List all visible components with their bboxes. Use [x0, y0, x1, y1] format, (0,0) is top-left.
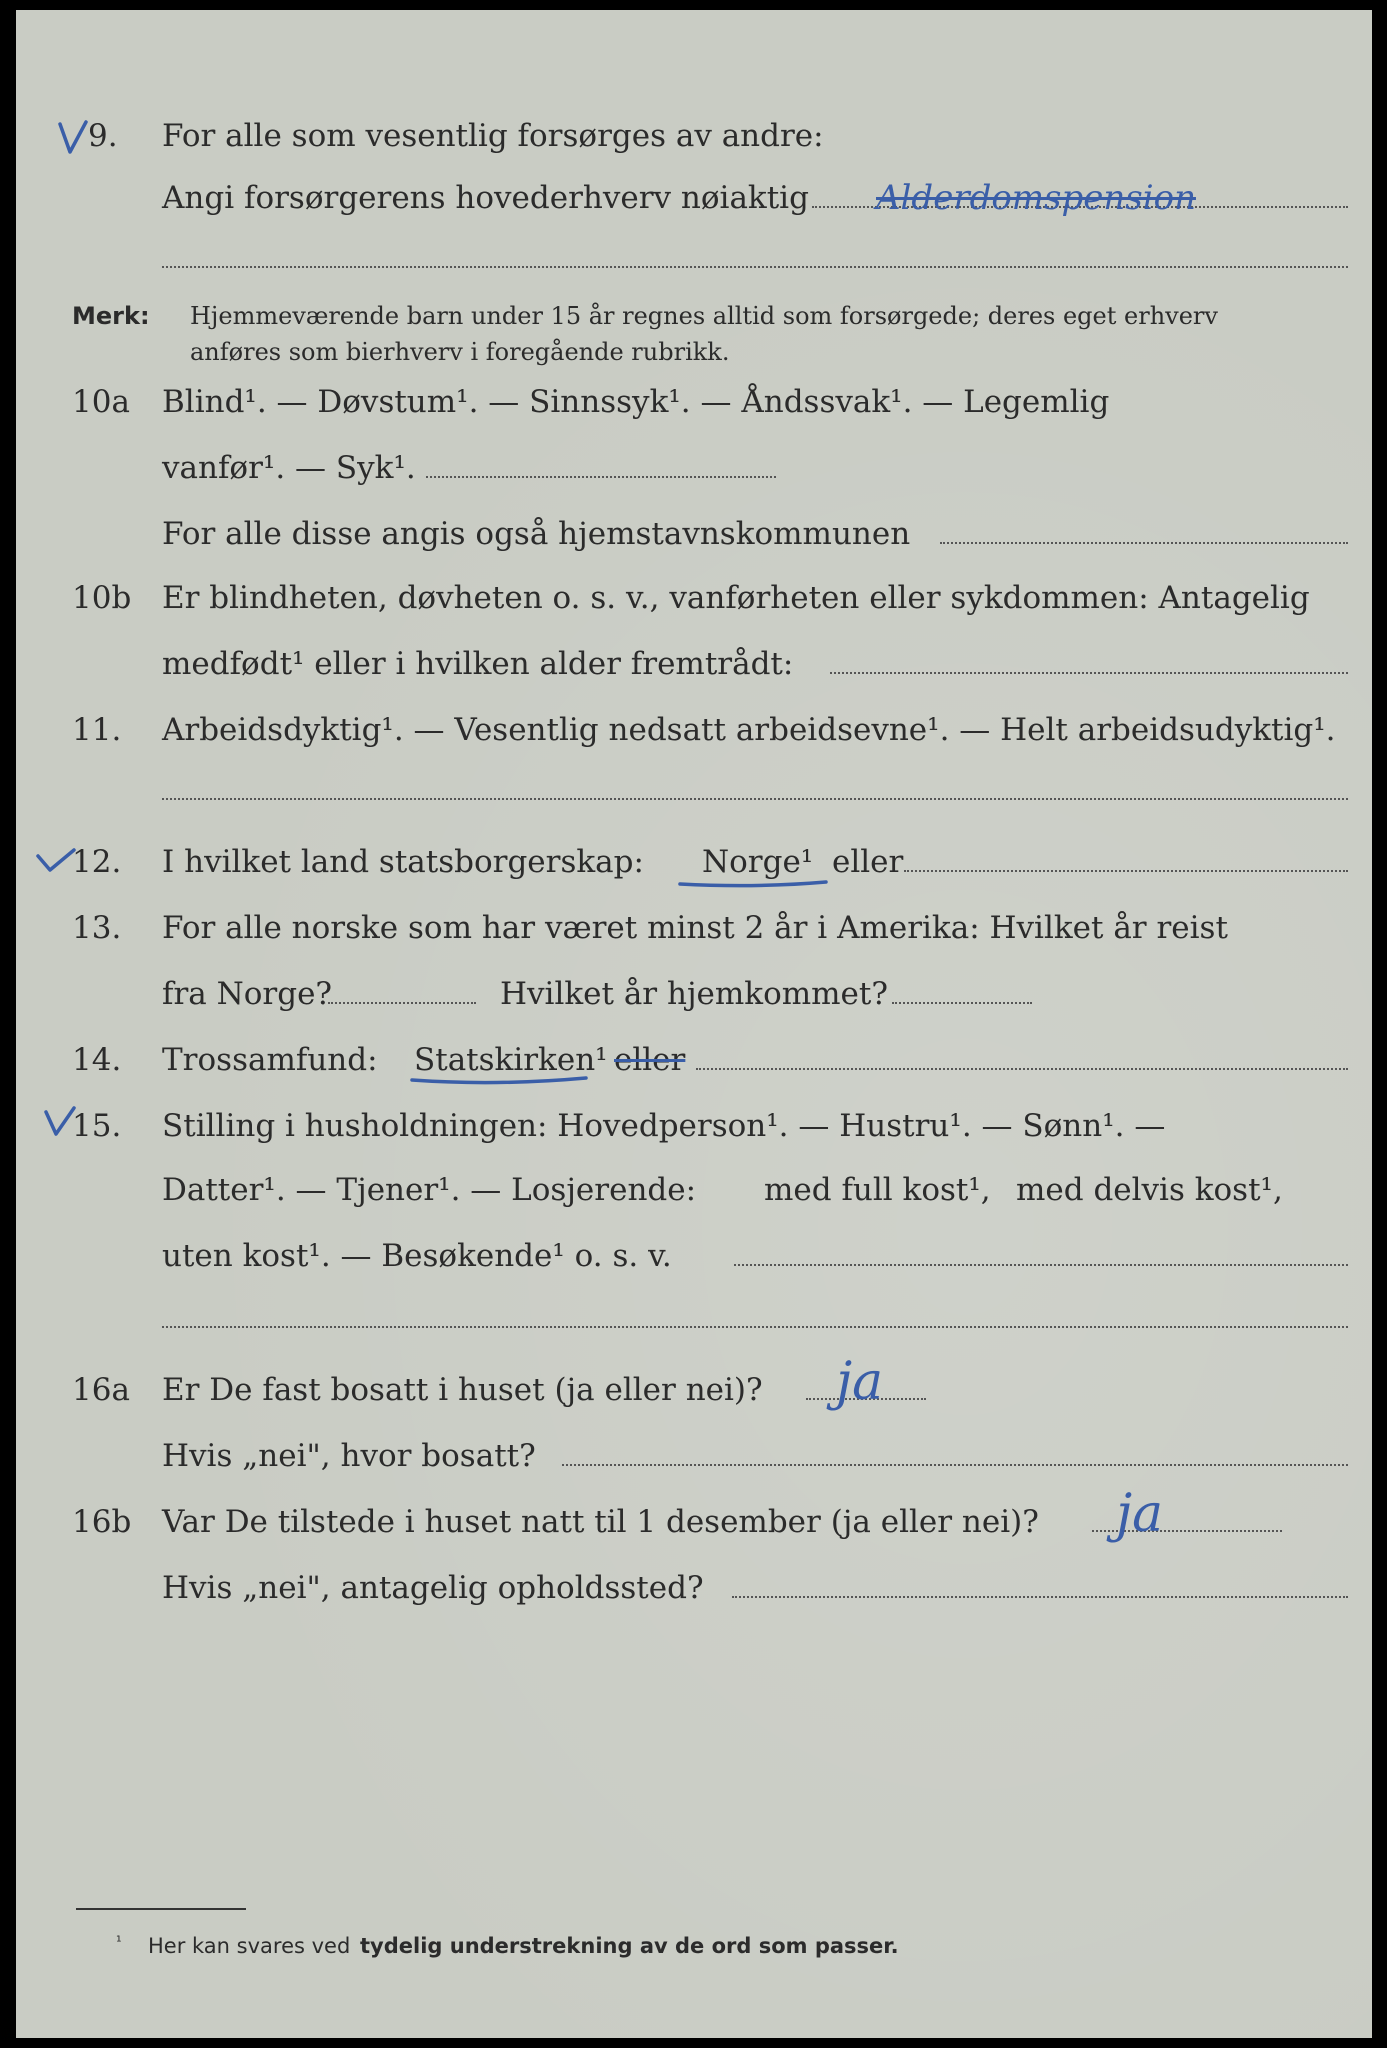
footnote-text2: tydelig understrekning av de ord som passer.	[360, 1934, 899, 1958]
q15-text2a: Datter¹. — Tjener¹. — Losjerende:	[162, 1172, 697, 1208]
q11-line1	[16, 704, 1372, 754]
q13-text2a: fra Norge?	[162, 976, 333, 1012]
q13-line1	[16, 902, 1372, 952]
q10b-text1: Er blindheten, døvheten o. s. v., vanførheten eller sykdommen: Antagelig	[162, 580, 1310, 616]
q14-text-rest: eller	[614, 1042, 686, 1078]
answer-line[interactable]	[162, 1326, 1348, 1328]
q10a-text2: vanfør¹. — Syk¹.	[162, 450, 416, 486]
q10a-line1	[16, 376, 1372, 426]
q16b-number: 16b	[72, 1504, 132, 1540]
merk-text2: anføres som bierhverv i foregående rubrikk.	[190, 338, 730, 366]
q10b-text2: medfødt¹ eller i hvilken alder fremtrådt:	[162, 646, 794, 682]
answer-line[interactable]	[892, 1002, 1032, 1004]
q15-text2c: med delvis kost¹,	[1016, 1172, 1283, 1208]
q9-line1	[16, 110, 1372, 160]
underline-stroke	[676, 876, 836, 896]
q16b-text1: Var De tilstede i huset natt til 1 desember (ja eller nei)?	[162, 1504, 1039, 1540]
q10a-text1: Blind¹. — Døvstum¹. — Sinnssyk¹. — Åndssvak¹. — Legemlig	[162, 384, 1110, 420]
merk-text1: Hjemmeværende barn under 15 år regnes alltid som forsørgede; deres eget erhverv	[190, 302, 1218, 330]
merk-label: Merk:	[72, 302, 150, 330]
q11-text1: Arbeidsdyktig¹. — Vesentlig nedsatt arbeidsevne¹. — Helt arbeidsudyktig¹.	[162, 712, 1336, 748]
answer-line[interactable]	[904, 870, 1348, 872]
q10a-line3	[16, 508, 1372, 558]
q11-number: 11.	[72, 712, 122, 748]
q16a-text1: Er De fast bosatt i huset (ja eller nei)?	[162, 1372, 763, 1408]
q10b-number: 10b	[72, 580, 132, 616]
q16a-handwritten-answer: ja	[836, 1352, 884, 1412]
census-form-page	[16, 10, 1372, 2038]
q15-line2	[16, 1164, 1372, 1214]
footnote-mark: ¹	[116, 1934, 122, 1950]
q16b-handwritten-answer: ja	[1116, 1484, 1164, 1544]
q14-option-statskirken: Statskirken¹	[414, 1042, 608, 1078]
q9-line2	[16, 172, 1372, 222]
q15-line4	[16, 1292, 1372, 1342]
q12-text1: I hvilket land statsborgerskap:	[162, 844, 644, 880]
q15-line1	[16, 1100, 1372, 1150]
underline-stroke	[406, 1070, 596, 1092]
q14-line1	[16, 1034, 1372, 1084]
q12-number: 12.	[72, 844, 122, 880]
answer-line[interactable]	[830, 672, 1348, 674]
q15-text3: uten kost¹. — Besøkende¹ o. s. v.	[162, 1238, 672, 1274]
q10a-text3: For alle disse angis også hjemstavnskommunen	[162, 516, 911, 552]
q9-number: 9.	[88, 118, 118, 154]
answer-line[interactable]	[162, 266, 1348, 268]
q10a-number: 10a	[72, 384, 130, 420]
merk-line2	[16, 322, 1372, 372]
q10b-line2	[16, 638, 1372, 688]
footnote	[16, 1914, 1372, 1964]
q13-number: 13.	[72, 910, 122, 946]
q13-line2	[16, 968, 1372, 1018]
q16a-line2	[16, 1430, 1372, 1480]
q16b-line2	[16, 1562, 1372, 1612]
q15-option-full-kost: med full kost¹,	[764, 1172, 991, 1208]
q13-text2b: Hvilket år hjemkommet?	[500, 976, 888, 1012]
q9-text2: Angi forsørgerens hovederhverv nøiaktig	[162, 180, 809, 216]
q16b-line1	[16, 1484, 1372, 1546]
answer-line[interactable]	[732, 1596, 1348, 1598]
q10b-line1	[16, 572, 1372, 622]
answer-line[interactable]	[696, 1068, 1348, 1070]
footnote-text1: Her kan svares ved	[148, 1934, 351, 1958]
q15-number: 15.	[72, 1108, 122, 1144]
q9-text1: For alle som vesentlig forsørges av andre:	[162, 118, 824, 154]
answer-line[interactable]	[162, 798, 1348, 800]
q16a-line1	[16, 1352, 1372, 1414]
q16a-text2: Hvis „nei", hvor bosatt?	[162, 1438, 536, 1474]
q12-text-rest: eller	[832, 844, 904, 880]
q10a-line2	[16, 442, 1372, 492]
q9-line3	[16, 232, 1372, 282]
footnote-rule	[76, 1908, 246, 1910]
answer-line[interactable]	[562, 1464, 1348, 1466]
answer-line[interactable]	[328, 1002, 476, 1004]
q11-line2	[16, 764, 1372, 814]
q15-text1: Stilling i husholdningen: Hovedperson¹. — Hustru¹. — Sønn¹. —	[162, 1108, 1166, 1144]
q16b-text2: Hvis „nei", antagelig opholdssted?	[162, 1570, 704, 1606]
answer-line[interactable]	[426, 476, 776, 478]
q9-handwritten-answer: Alderdomspension	[876, 178, 1196, 218]
q12-option-norge: Norge¹	[702, 844, 814, 880]
q16a-number: 16a	[72, 1372, 130, 1408]
q14-label: Trossamfund:	[162, 1042, 378, 1078]
q15-line3	[16, 1230, 1372, 1280]
q14-number: 14.	[72, 1042, 122, 1078]
answer-line[interactable]	[734, 1264, 1348, 1266]
answer-line[interactable]	[940, 542, 1348, 544]
q13-text1: For alle norske som har været minst 2 år i Amerika: Hvilket år reist	[162, 910, 1228, 946]
